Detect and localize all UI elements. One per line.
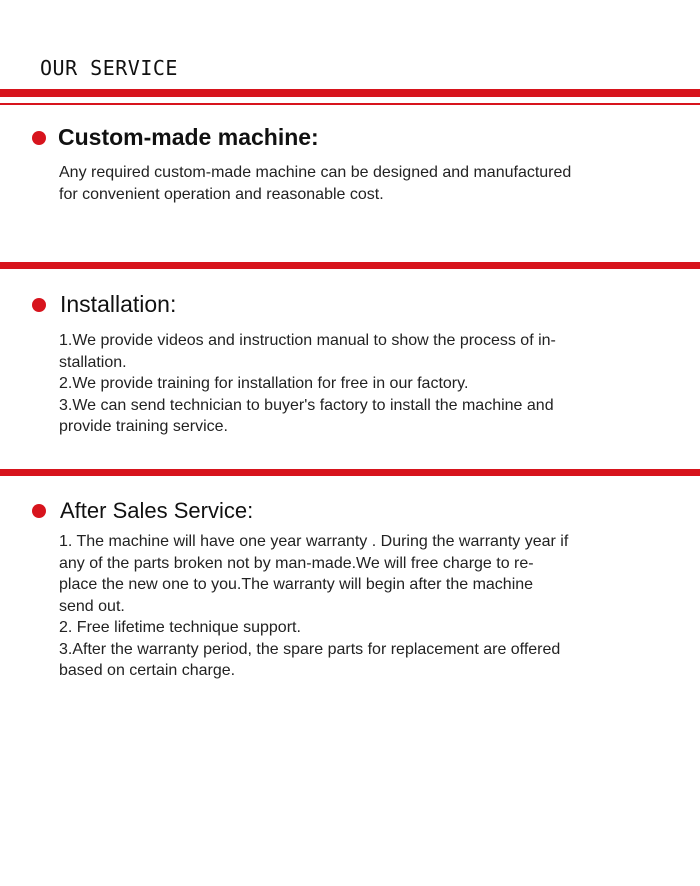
- body-line: for convenient operation and reasonable cost.: [59, 185, 384, 203]
- section-divider: [0, 469, 700, 476]
- body-line: Any required custom-made machine can be designed and manufactured: [59, 164, 572, 181]
- body-line: based on certain charge.: [59, 662, 236, 679]
- section-heading: [32, 291, 176, 318]
- body-line: 1. The machine will have one year warranty . During the warranty year if: [59, 533, 569, 550]
- body-line: 3.After the warranty period, the spare parts for replacement are offered: [59, 640, 561, 658]
- body-line: provide training service.: [59, 418, 228, 435]
- section-heading-text: Custom-made machine:: [58, 124, 319, 150]
- body-line: send out.: [59, 597, 125, 615]
- body-line: stallation.: [59, 353, 127, 371]
- body-line: 3.We can send technician to buyer's factory to install the machine and: [59, 396, 554, 414]
- section-heading: [32, 498, 253, 524]
- body-line: 2. Free lifetime technique support.: [59, 619, 301, 636]
- section-heading-text: Installation:: [60, 291, 177, 317]
- section-body: [59, 330, 674, 438]
- section-divider: [0, 262, 700, 269]
- body-line: any of the parts broken not by man-made.We will free charge to re-: [59, 554, 534, 572]
- bullet-dot-icon: [32, 504, 46, 518]
- body-line: place the new one to you.The warranty will begin after the machine: [59, 576, 534, 593]
- page-title: OUR SERVICE: [40, 56, 178, 80]
- bullet-dot-icon: [32, 131, 46, 145]
- section-body: [59, 531, 674, 682]
- section-heading: [32, 124, 319, 151]
- header-divider-thick: [0, 89, 700, 97]
- body-line: 2.We provide training for installation for free in our factory.: [59, 375, 469, 392]
- section-heading-text: After Sales Service:: [60, 498, 254, 523]
- header-divider-thin: [0, 103, 700, 105]
- body-line: 1.We provide videos and instruction manual to show the process of in-: [59, 332, 556, 349]
- bullet-dot-icon: [32, 298, 46, 312]
- section-body: [59, 162, 674, 205]
